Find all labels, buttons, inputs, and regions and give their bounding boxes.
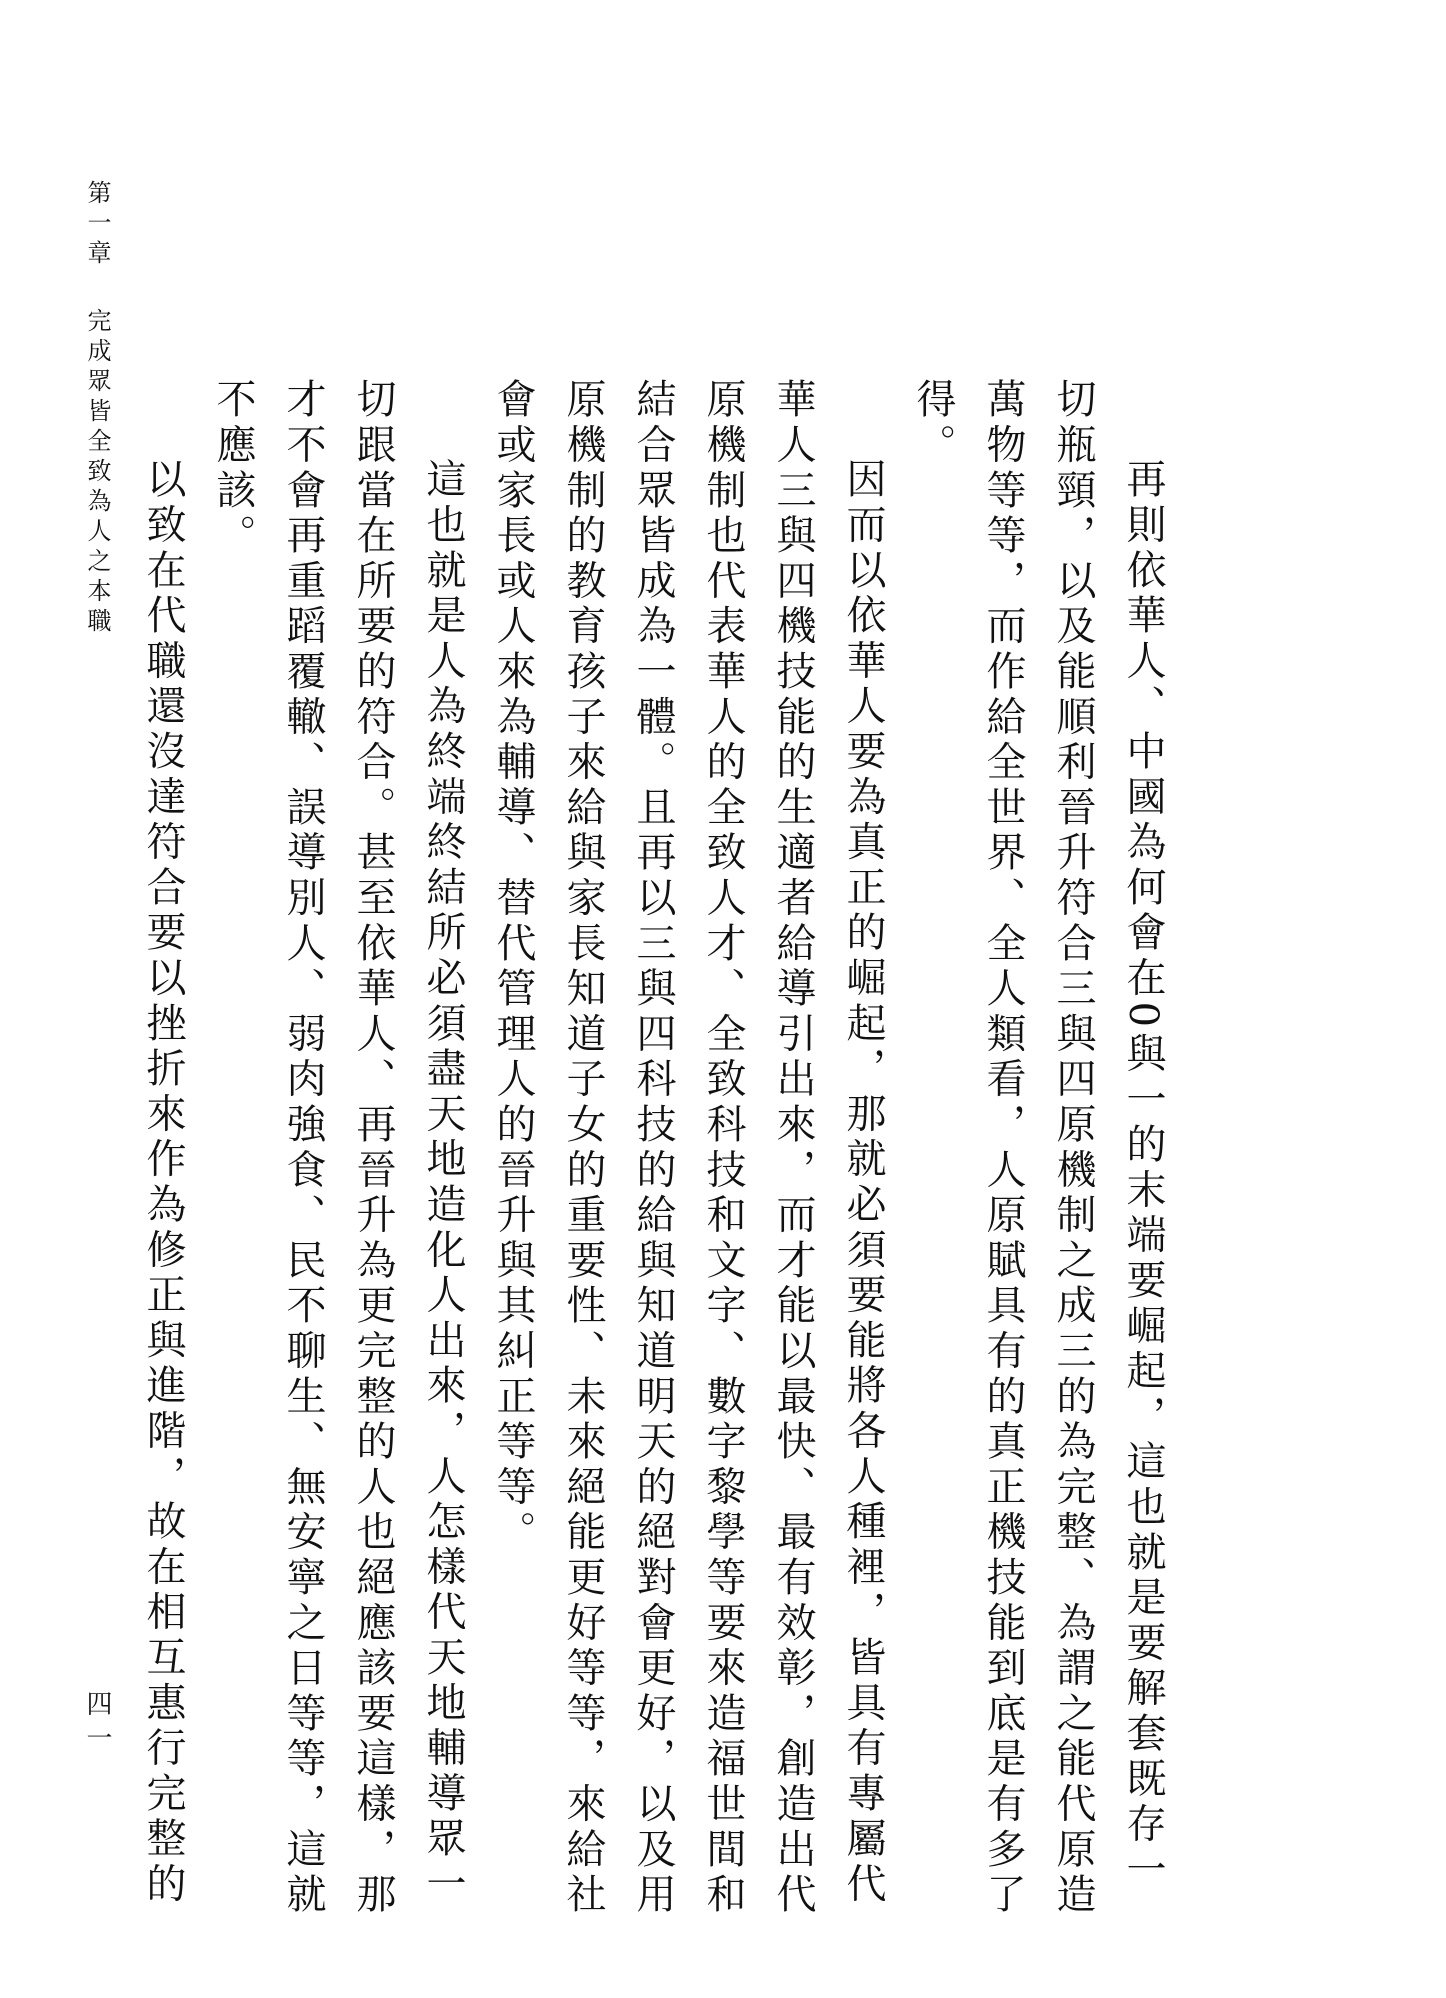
chapter-title: 完成眾皆全致為人之本職 [83,308,111,638]
paragraph-4: 以致在代職還沒達符合要以挫折來作為修正與進階，故在相互惠行完整的 [140,458,186,1908]
running-header [82,180,112,638]
paragraph-2: 因而以依華人要為真正的崛起，那就必須要能將各人種裡，皆具有專屬代華人三與四機技能的生適者給導引出來，而才能以最快、最有效彰，創造出代原機制也代表華人的全致人才、全致科技和文字、數字黎學等要來造福世間和結合眾皆成為一體。且再以三與四科技的給與知道明天的絕對會更好，以及用原機制的教育孩子來給與家長知道子女的重要性、未來絕能更好等等，來給社會或家長或人來為輔導、替代管理人的晉升與其糾正等等。 [490,378,886,1919]
paragraph-1: 再則依華人、中國為何會在0與一的末端要崛起，這也就是要解套既存一切瓶頸，以及能順利晉升符合三與四原機制之成三的為完整、為謂之能代原造萬物等等，而作給全世界、全人類看，人原賦具有的真正機技能到底是有多了得。 [910,378,1166,1919]
body-text [140,378,1178,1938]
chapter-number: 第一章 [83,180,111,270]
page-number: 四一 [82,1690,112,1758]
paragraph-3: 這也就是人為終端終結所必須盡天地造化人出來，人怎樣代天地輔導眾一切跟當在所要的符合。甚至依華人、再晉升為更完整的人也絕應該要這樣，那才不會再重蹈覆轍、誤導別人、弱肉強食、民不聊生、無安寧之日等等，這就不應該。 [210,378,466,1919]
